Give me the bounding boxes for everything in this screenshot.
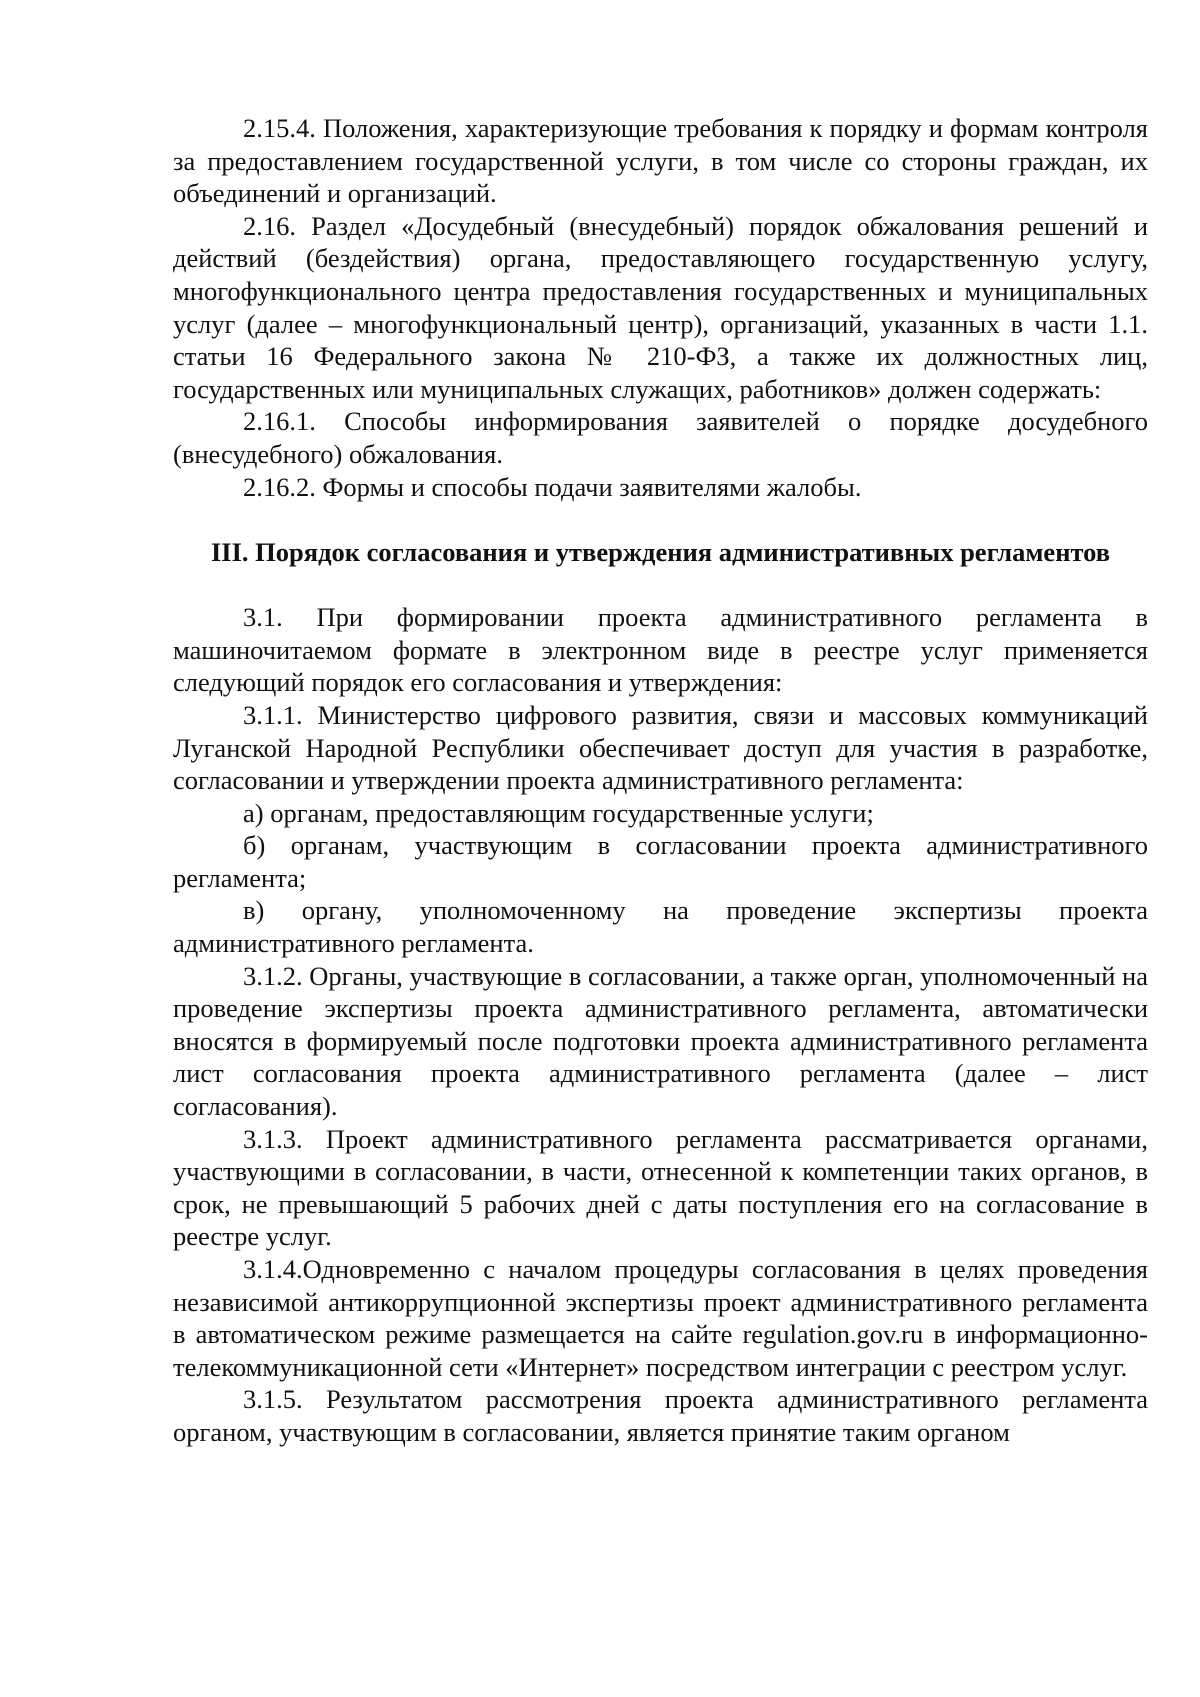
list-item-v: в) органу, уполномоченному на проведение экспертизы проекта административного регламента. — [173, 895, 1148, 959]
paragraph-3-1-2: 3.1.2. Органы, участвующие в согласовании, а также орган, уполномоченный на проведение экспертизы проекта административного регламента, автоматически вносятся в формируемый после подготовки проекта административного регламента лист согласования проекта административного регламента (далее – лист согласования). — [173, 960, 1148, 1122]
paragraph-3-1-4: 3.1.4.Одновременно с началом процедуры согласования в целях проведения независимой антикоррупционной экспертизы проект административного регламента в автоматическом режиме размещается на сайте regulation.gov.ru в информационно-телекоммуникационной сети «Интернет» посредством интеграции с реестром услуг. — [173, 1254, 1148, 1382]
paragraph-2-16: 2.16. Раздел «Досудебный (внесудебный) порядок обжалования решений и действий (бездействия) органа, предоставляющего государственную услугу, многофункционального центра предоставления государственных и муниципальных услуг (далее – многофункциональный центр), организаций, указанных в части 1.1. статьи 16 Федерального закона № 210-ФЗ, а также их должностных лиц, государственных или муниципальных служащих, работников» должен содержать: — [173, 210, 1148, 404]
paragraph-3-1-3: 3.1.3. Проект административного регламента рассматривается органами, участвующими в согласовании, в части, отнесенной к компетенции таких органов, в срок, не превышающий 5 рабочих дней с даты поступления его на согласование в реестре услуг. — [173, 1123, 1148, 1252]
list-item-b: б) органам, участвующим в согласовании проекта административного регламента; — [173, 830, 1148, 893]
section-heading: III. Порядок согласования и утверждения административных регламентов — [210, 537, 1111, 568]
document-page — [173, 112, 1148, 1449]
paragraph-2-16-2: 2.16.2. Формы и способы подачи заявителями жалобы. — [243, 471, 862, 502]
list-item-a: а) органам, предоставляющим государственные услуги; — [243, 797, 874, 828]
paragraph-3-1: 3.1. При формировании проекта административного регламента в машиночитаемом формате в электронном виде в реестре услуг применяется следующий порядок его согласования и утверждения: — [173, 602, 1148, 698]
paragraph-3-1-1: 3.1.1. Министерство цифрового развития, связи и массовых коммуникаций Луганской Народной Республики обеспечивает доступ для участия в разработке, согласовании и утверждении проекта административного регламента: — [173, 699, 1148, 796]
paragraph-2-16-1: 2.16.1. Способы информирования заявителей о порядке досудебного (внесудебного) обжалования. — [173, 406, 1148, 469]
paragraph-2-15-4: 2.15.4. Положения, характеризующие требования к порядку и формам контроля за предоставлением государственной услуги, в том числе со стороны граждан, их объединений и организаций. — [173, 113, 1148, 209]
paragraph-3-1-5: 3.1.5. Результатом рассмотрения проекта административного регламента органом, участвующим в согласовании, является принятие таким органом — [173, 1384, 1148, 1447]
